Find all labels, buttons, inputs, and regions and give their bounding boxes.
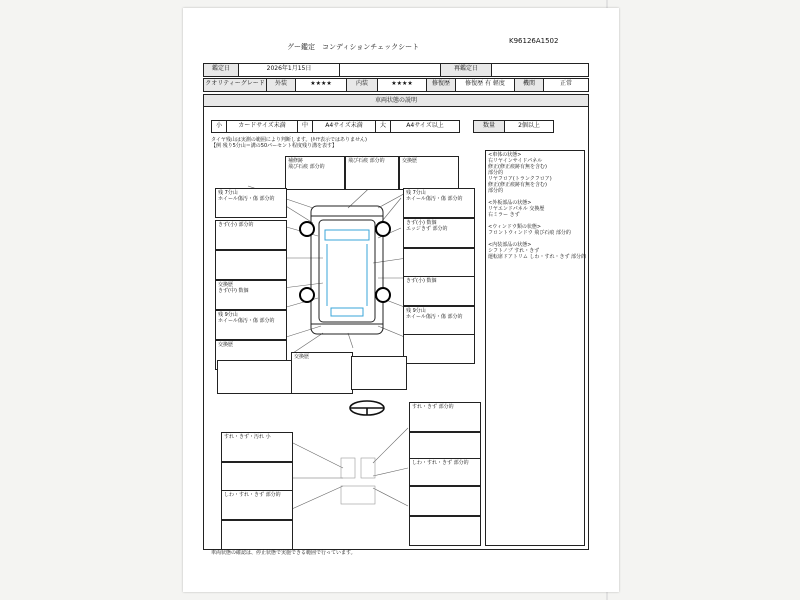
document-id: K96126A1502 [509, 37, 559, 45]
box-interior-left-2 [221, 462, 293, 492]
box-rear-left [217, 360, 293, 394]
repair-history-value: 修復歴 有 軽度 [455, 78, 515, 92]
box-left-2: きず(小) 部分的 [215, 220, 287, 250]
sheet-title: グー鑑定 コンディションチェックシート [287, 43, 420, 51]
box-interior-right-3 [409, 486, 481, 516]
box-front-right: 交換歴 [399, 156, 459, 190]
appraisal-date-value: 2026年1月15日 [238, 63, 340, 77]
box-rear-center: 交換歴 [291, 352, 353, 394]
quality-grade-label: クオリティーグレード [203, 78, 267, 92]
box-left-4: 交換歴 きず(中) 数個 [215, 280, 287, 310]
quantity-label: 数量 [473, 120, 505, 133]
box-right-4: きず(小) 数個 [403, 276, 475, 306]
box-right-6 [403, 334, 475, 364]
engine-value: 正常 [543, 78, 589, 92]
reappraisal-date-label: 再鑑定日 [440, 63, 492, 77]
box-left-5: 残 9分山 ホイール傷汚・傷 部分的 [215, 310, 287, 340]
appraisal-date-label: 鑑定日 [203, 63, 239, 77]
box-steering-right: すれ・きず 部分的 [409, 402, 481, 432]
size-large-desc: A4サイズ以上 [390, 120, 460, 133]
box-left-3 [215, 250, 287, 280]
box-interior-right-4 [409, 516, 481, 546]
exterior-label: 外装 [266, 78, 296, 92]
tire-front-left-icon [299, 221, 315, 237]
box-right-3 [403, 248, 475, 278]
notes-panel: <車体の状態> 右リヤインサイドパネル 修正(修正痕跡有無を含む) 部分的 リヤフロア(トランクフロア) 修正(修正痕跡有無を含む) 部分的 <外板部品の状態> リヤエンドパネル 交換歴 右ミラー きず <ウィンドウ類の状態> フロントウィンドウ 飛び石痕 部分的 <内装部品の状態> シフトノブ すれ・きず 運転席ドアトリム しわ・すれ・きず 部分的 [485, 150, 585, 546]
tire-front-right-icon [375, 221, 391, 237]
size-medium-desc: A4サイズ未満 [312, 120, 376, 133]
size-small-label: 小 [211, 120, 227, 133]
box-interior-left-3: しわ・すれ・きず 部分的 [221, 490, 293, 520]
engine-label: 機関 [514, 78, 544, 92]
footer-note: 車両状態の確認は、停止状態で実施できる範囲で行っています。 [211, 550, 356, 556]
box-front-left: 補修跡 飛び石痕 部分的 [285, 156, 345, 190]
exterior-rating: ★★★★ [295, 78, 347, 92]
quantity-value: 2個以上 [504, 120, 554, 133]
interior-label: 内装 [346, 78, 378, 92]
size-medium-label: 中 [297, 120, 313, 133]
section-title: 車両状態の説明 [203, 94, 589, 107]
tire-rear-right-icon [375, 287, 391, 303]
box-right-5: 残 9分山 ホイール傷汚・傷 部分的 [403, 306, 475, 336]
condition-check-sheet [183, 8, 619, 592]
repair-history-label: 修復歴 [426, 78, 456, 92]
box-rear-right [351, 356, 407, 390]
box-right-2: きず(小) 数個 エッジきず 部分的 [403, 218, 475, 248]
box-left-1: 残 7分山 ホイール傷汚・傷 部分的 [215, 188, 287, 218]
tire-note: タイヤ残山は実測の範囲により判断します。(ﾀｲﾔ表示ではありません) 【例 残り5分山＝溝の50パーセント程度残り溝を表す】 [211, 137, 367, 149]
box-interior-left-4 [221, 520, 293, 550]
box-left-6: 交換歴 [215, 340, 287, 370]
box-right-1: 残 7分山 ホイール傷汚・傷 部分的 [403, 188, 475, 218]
interior-rating: ★★★★ [377, 78, 427, 92]
box-interior-left-1: すれ・きず・汚れ 小 [221, 432, 293, 462]
box-front-center: 飛び石痕 部分的 [345, 156, 399, 190]
size-small-desc: カードサイズ未満 [226, 120, 298, 133]
box-interior-right-2: しわ・すれ・きず 部分的 [409, 458, 481, 486]
tire-rear-left-icon [299, 287, 315, 303]
size-large-label: 大 [375, 120, 391, 133]
